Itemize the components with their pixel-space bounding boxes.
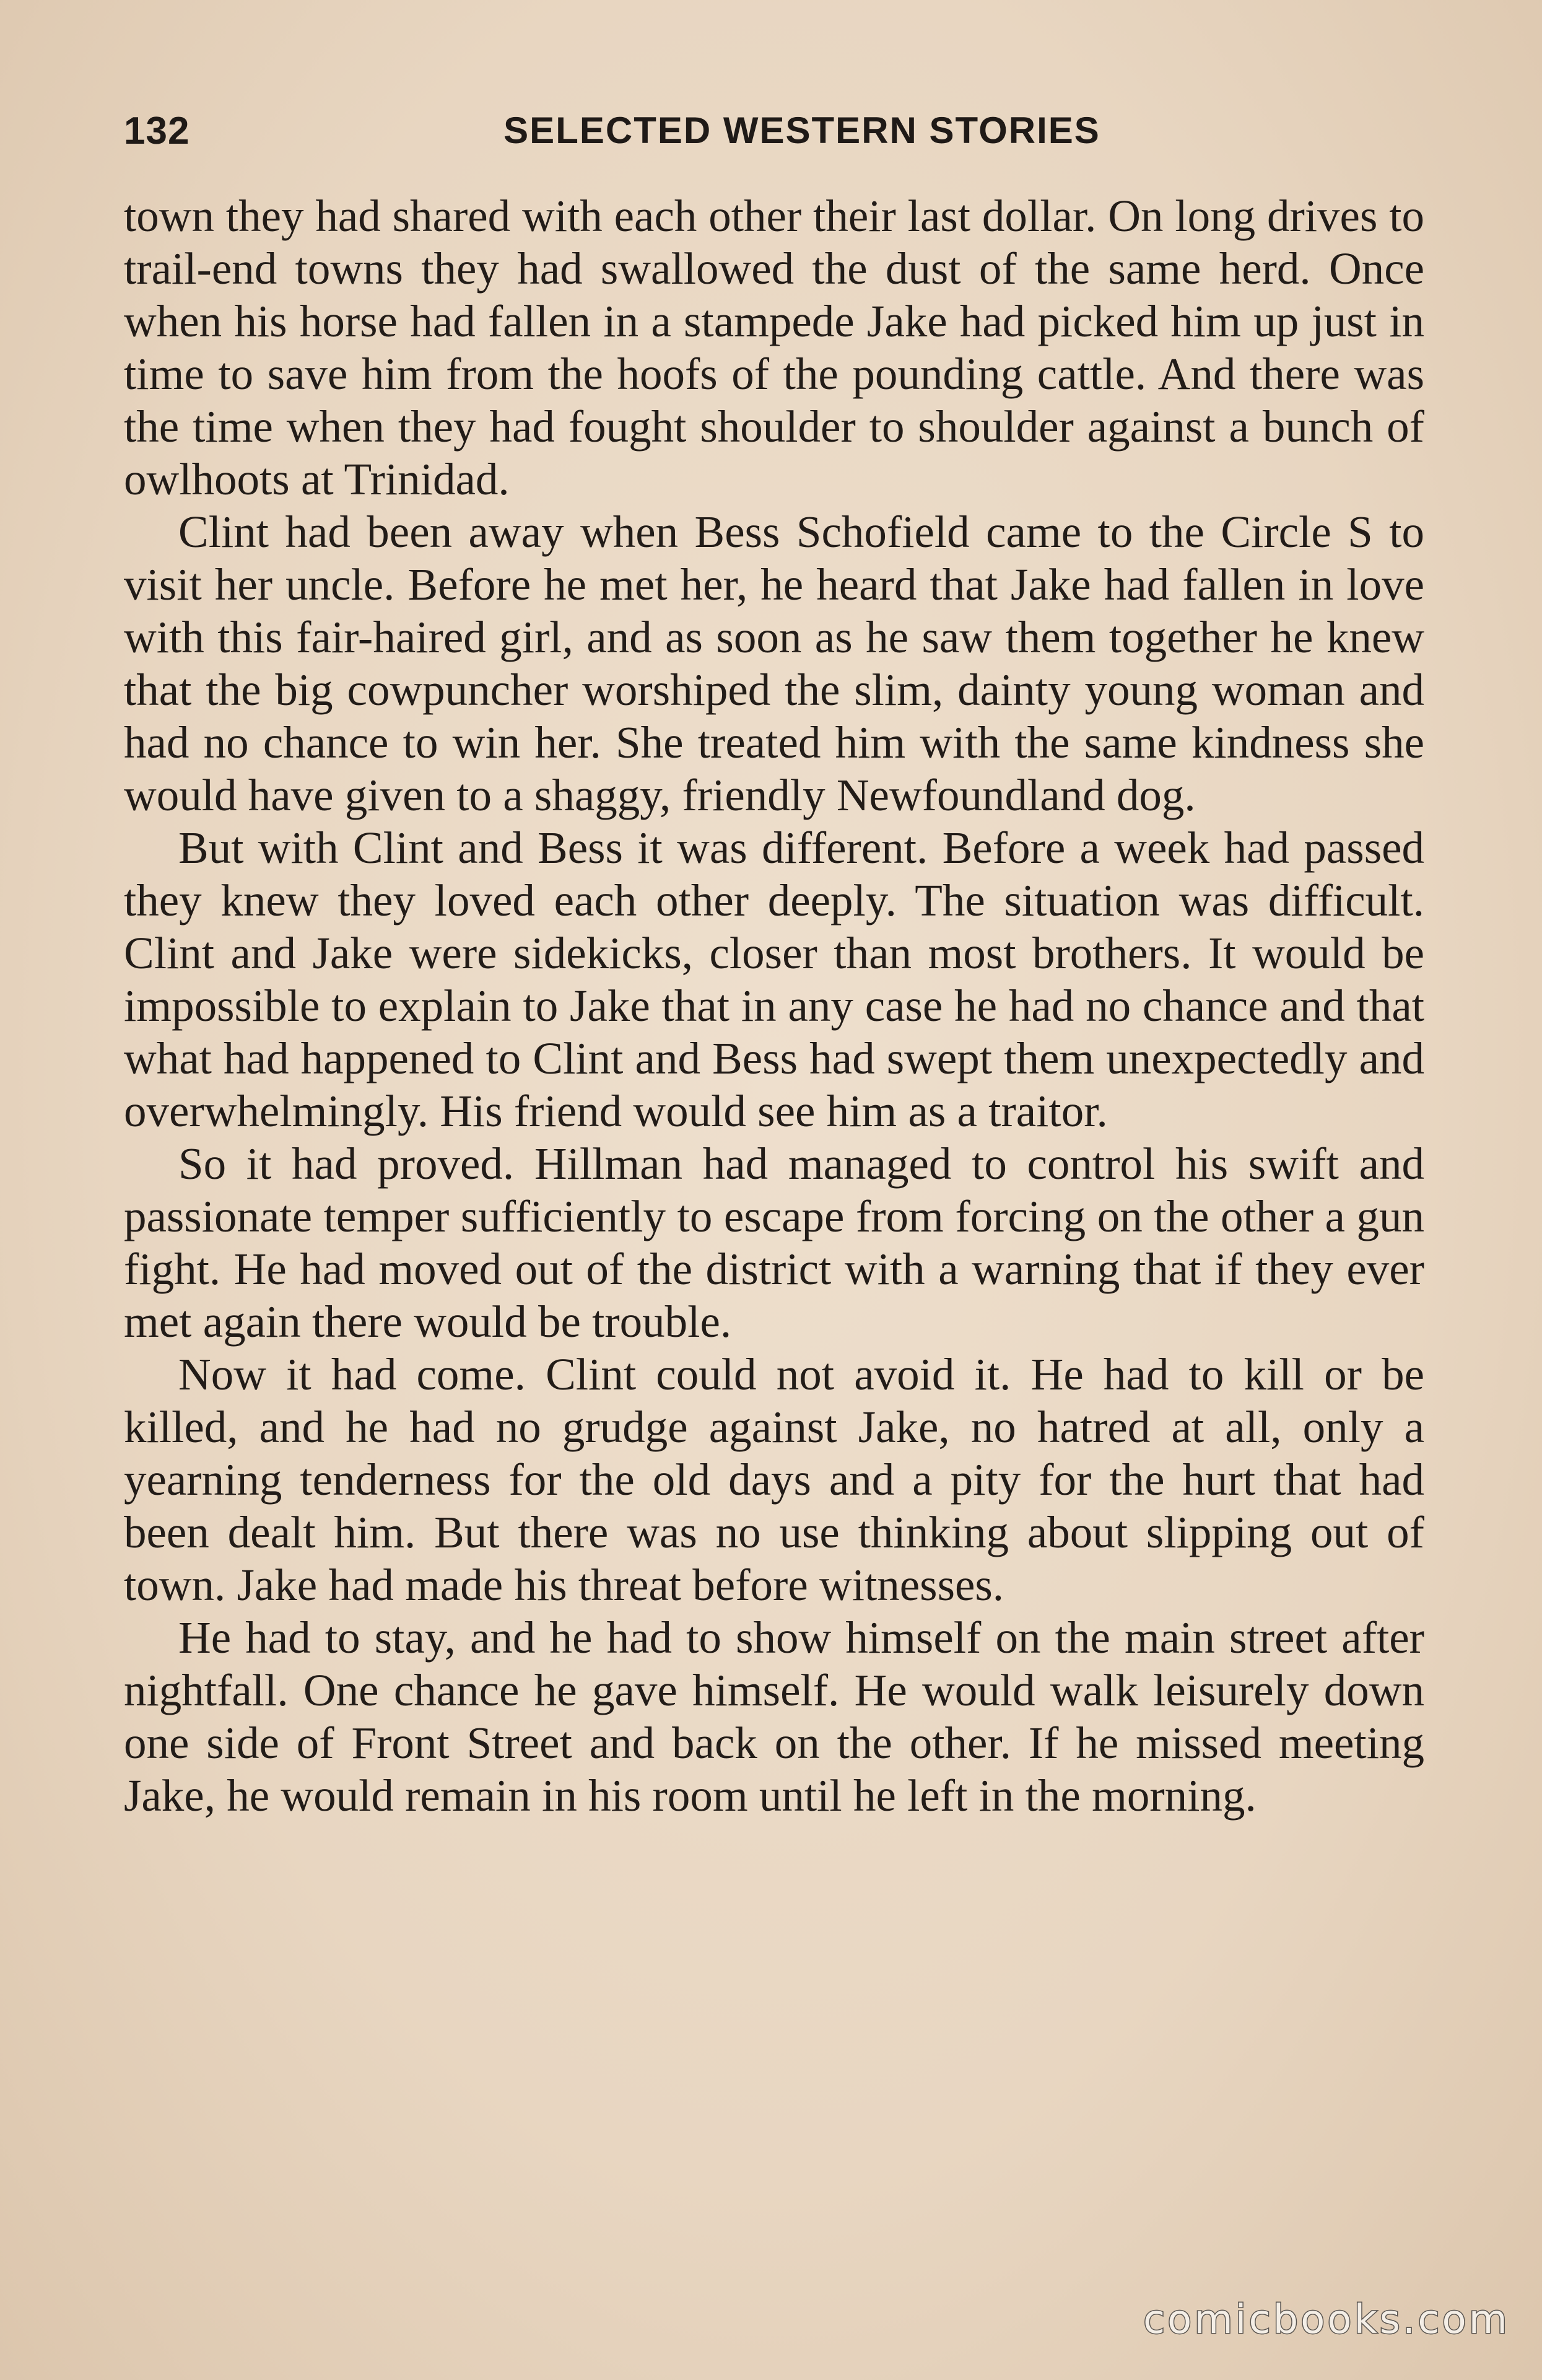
- site-watermark: comicbooks.com: [1143, 2297, 1510, 2343]
- paragraph-4: So it had proved. Hillman had managed to control his swift and passionate temper sufficiently to escape from forcing on the other a gun fight. He had moved out of the district with a warning that if they ever met again there would be trouble.: [124, 1139, 1424, 1347]
- paragraph-6: He had to stay, and he had to show himself on the main street after nightfall. One chance he gave himself. He would walk leisurely down one side of Front Street and back on the other. If he missed meeting Jake, he would remain in his room until he left in the morning.: [124, 1612, 1424, 1821]
- paragraph-3: But with Clint and Bess it was different. Before a week had passed they knew they loved each other deeply. The situation was difficult. Clint and Jake were sidekicks, closer than most brothers. It would be impossible to explain to Jake that in any case he had no chance and that what had happened to Clint and Bess had swept them unexpectedly and overwhelmingly. His friend would see him as a traitor.: [124, 823, 1424, 1136]
- paragraph-1: town they had shared with each other their last dollar. On long drives to trail-end towns they had swallowed the dust of the same herd. Once when his horse had fallen in a stampede Jake had picked him up just in time to save him from the hoofs of the pounding cattle. And there was the time when they had fought shoulder to shoulder against a bunch of owlhoots at Trinidad.: [124, 191, 1424, 504]
- page-number: 132: [124, 110, 190, 152]
- page-header: [124, 109, 1424, 171]
- story-text: [124, 190, 1424, 1822]
- running-title: SELECTED WESTERN STORIES: [503, 110, 1100, 151]
- paragraph-5: Now it had come. Clint could not avoid it. He had to kill or be killed, and he had no grudge against Jake, no hatred at all, only a yearning tenderness for the old days and a pity for the hurt that had been dealt him. But there was no use thinking about slipping out of town. Jake had made his threat before witnesses.: [124, 1349, 1424, 1610]
- paragraph-2: Clint had been away when Bess Schofield came to the Circle S to visit her uncle. Before he met her, he heard that Jake had fallen in love with this fair-haired girl, and as soon as he saw them together he knew that the big cowpuncher worshiped the slim, dainty young woman and had no chance to win her. She treated him with the same kindness she would have given to a shaggy, friendly Newfoundland dog.: [124, 507, 1424, 820]
